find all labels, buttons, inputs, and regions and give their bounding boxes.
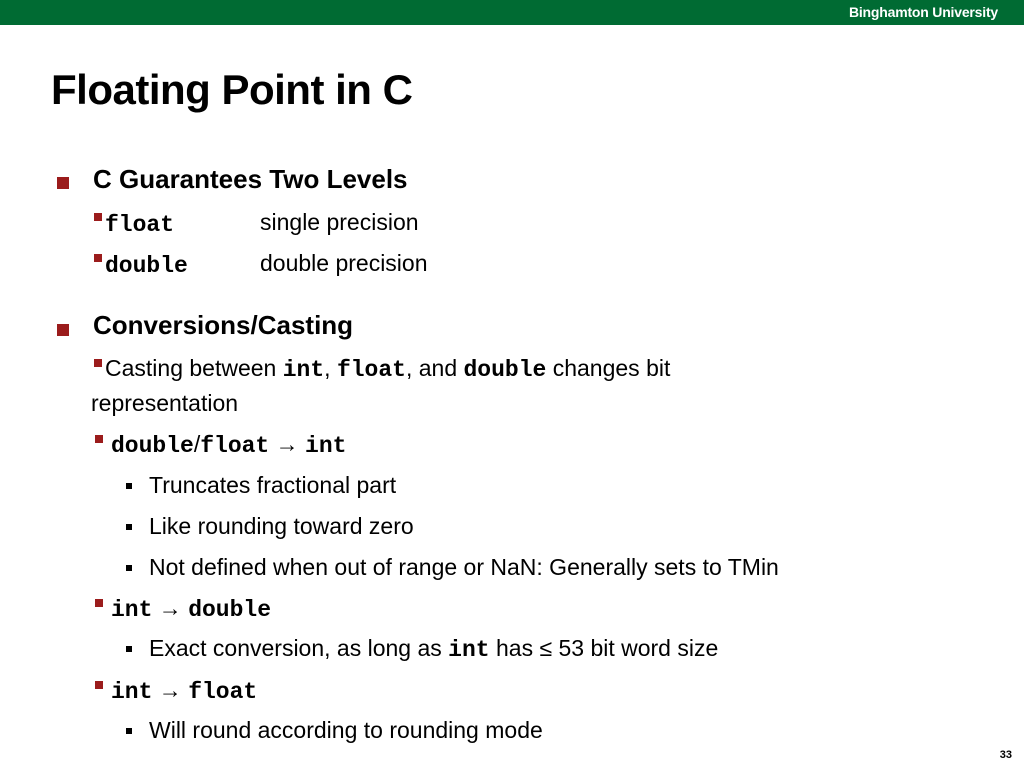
page-number: 33 <box>999 749 1012 761</box>
slide-title: Floating Point in C <box>51 66 413 113</box>
bullet-square-icon <box>94 213 102 221</box>
bullet-small-icon <box>126 728 132 734</box>
section-heading-levels: C Guarantees Two Levels <box>93 164 408 194</box>
type-desc-double: double precision <box>260 250 428 276</box>
list-item: Like rounding toward zero <box>149 513 414 539</box>
bullet-square-icon <box>95 435 103 443</box>
bullet-square-icon <box>57 324 69 336</box>
type-desc-float: single precision <box>260 209 419 235</box>
conversion-int-to-double: int → double <box>111 595 272 623</box>
bullet-square-icon <box>57 177 69 189</box>
conversion-int-to-float: int → float <box>111 677 258 705</box>
university-name: Binghamton University <box>848 4 998 20</box>
bullet-small-icon <box>126 565 132 571</box>
section-heading-conversions: Conversions/Casting <box>93 310 354 340</box>
list-item: Truncates fractional part <box>149 472 397 498</box>
conversion-double-float-to-int: double/float → int <box>111 431 347 459</box>
bullet-square-icon <box>94 254 102 262</box>
type-name-double: double <box>105 253 188 279</box>
list-item: Exact conversion, as long as int has ≤ 53 bit word size <box>149 635 719 663</box>
header-bar <box>0 0 1024 25</box>
bullet-small-icon <box>126 524 132 530</box>
bullet-square-icon <box>95 599 103 607</box>
type-name-float: float <box>105 212 175 238</box>
bullet-small-icon <box>126 646 132 652</box>
casting-text: Casting between int, float, and double changes bit <box>105 355 671 383</box>
list-item: Not defined when out of range or NaN: Generally sets to TMin <box>149 554 779 580</box>
casting-text-line2: representation <box>91 390 239 416</box>
bullet-small-icon <box>126 483 132 489</box>
bullet-square-icon <box>94 359 102 367</box>
list-item: Will round according to rounding mode <box>149 717 543 743</box>
bullet-square-icon <box>95 681 103 689</box>
